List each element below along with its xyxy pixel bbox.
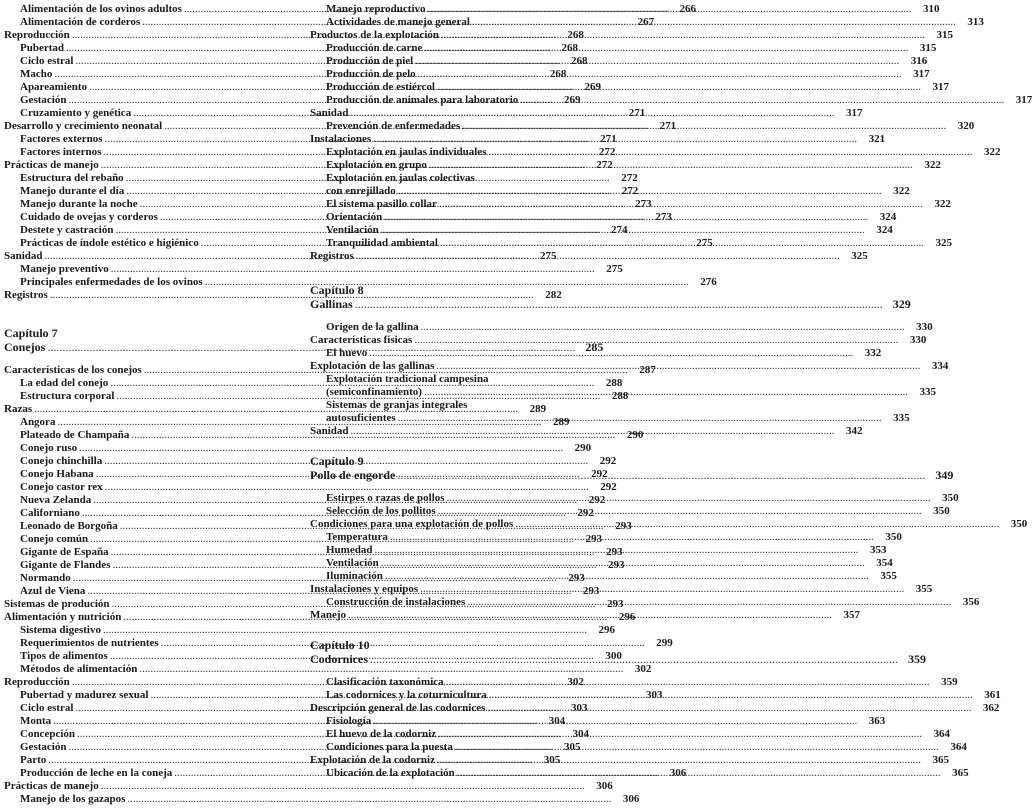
chapter-page: 359 xyxy=(908,652,926,666)
toc-entry-text: Sistemas de granjas integrales xyxy=(326,399,468,411)
toc-entry-page: 271 xyxy=(600,133,617,145)
leader-dots xyxy=(424,42,908,55)
toc-entry-text: Tranquilidad ambiental xyxy=(326,237,438,249)
toc-entry[interactable] xyxy=(310,81,949,94)
toc-entry-text: Razas xyxy=(4,403,33,415)
toc-entry-page: 335 xyxy=(893,412,910,424)
leader-dots xyxy=(438,505,922,518)
toc-entry[interactable] xyxy=(310,715,886,728)
toc-entry-text: Producción de pelo xyxy=(326,68,416,80)
toc-entry-page: 321 xyxy=(868,133,886,145)
toc-entry-page: 350 xyxy=(942,492,959,504)
leader-dots xyxy=(390,531,874,544)
toc-entry-page: 266 xyxy=(679,3,696,15)
toc-entry[interactable] xyxy=(310,505,950,518)
leader-dots xyxy=(487,702,971,715)
toc-entry-page: 364 xyxy=(933,728,951,740)
toc-entry-page: 271 xyxy=(628,107,646,119)
toc-entry-page: 359 xyxy=(941,676,958,688)
toc-entry-text: Conejo ruso xyxy=(20,442,78,454)
toc-entry-text: Tipos de alimentos xyxy=(20,650,108,662)
toc-entry-page: 272 xyxy=(621,185,639,197)
toc-entry-text: Gigante de España xyxy=(20,546,109,558)
leader-dots xyxy=(438,728,922,741)
toc-entry-page: 293 xyxy=(568,572,585,584)
toc-entry-page: 317 xyxy=(846,107,863,119)
leader-dots xyxy=(101,780,585,793)
chapter-title: Pollo de engorde xyxy=(310,468,396,482)
chapter-page: 349 xyxy=(935,468,954,482)
toc-entry-text: Características de los conejos xyxy=(4,364,142,376)
toc-entry-text: Producción de carne xyxy=(326,42,423,54)
toc-entry-text: Angora xyxy=(20,416,56,428)
toc-entry[interactable] xyxy=(4,780,613,793)
toc-entry-text: Explotación en grupo xyxy=(326,159,427,171)
toc-entry-page: 330 xyxy=(916,321,933,333)
toc-entry-page: 273 xyxy=(655,211,672,223)
chapter-title: Conejos xyxy=(4,340,46,354)
toc-entry-page: 292 xyxy=(599,455,617,467)
toc-entry-page: 317 xyxy=(1015,94,1032,106)
leader-dots xyxy=(348,609,832,622)
toc-entry-text: Desarrollo y crecimiento neonatal xyxy=(4,120,163,132)
toc-entry-text: Las codornices y la coturnicultura xyxy=(326,689,487,701)
toc-entry-text: Estructura del rebaño xyxy=(20,172,124,184)
toc-entry-page: 365 xyxy=(932,754,949,766)
toc-entry-text: Productos de la explotación xyxy=(310,29,440,41)
toc-entry-text-continued: (semiconfinamiento) xyxy=(326,386,422,398)
toc-entry-text: Construcción de instalaciones xyxy=(326,596,466,608)
leader-dots xyxy=(446,676,930,689)
leader-dots xyxy=(428,3,912,16)
toc-entry-page: 292 xyxy=(577,507,594,519)
chapter-page: 285 xyxy=(585,340,604,354)
toc-entry-page: 313 xyxy=(967,16,984,28)
toc-entry[interactable] xyxy=(310,68,930,81)
toc-entry-page: 324 xyxy=(879,211,897,223)
toc-entry-page: 293 xyxy=(607,559,625,571)
toc-entry-text: Registros xyxy=(4,289,48,301)
chapter-title: Codornices xyxy=(310,652,368,666)
toc-entry-page: 350 xyxy=(1010,518,1028,530)
toc-entry-page: 289 xyxy=(552,416,570,428)
toc-entry-text: Reproducción xyxy=(4,29,70,41)
toc-entry-text: Manejo de los gazapos xyxy=(20,793,126,805)
toc-entry-page: 353 xyxy=(869,544,887,556)
toc-entry-text: Apareamiento xyxy=(20,81,88,93)
toc-entry-page: 325 xyxy=(935,237,952,249)
toc-entry[interactable] xyxy=(310,702,1000,715)
toc-entry-page: 290 xyxy=(574,442,592,454)
leader-dots xyxy=(429,159,913,172)
toc-entry-page: 288 xyxy=(611,390,629,402)
toc-entry-page: 267 xyxy=(637,16,655,28)
toc-entry[interactable] xyxy=(4,793,640,806)
toc-entry-page: 354 xyxy=(876,557,893,569)
toc-entry[interactable] xyxy=(310,94,1032,107)
toc-entry-page: 335 xyxy=(919,386,936,398)
toc-entry-page: 361 xyxy=(984,689,1001,701)
leader-dots xyxy=(397,468,925,482)
toc-entry-page: 334 xyxy=(931,360,949,372)
toc-entry[interactable] xyxy=(310,399,910,425)
leader-dots xyxy=(381,557,865,570)
toc-entry-page: 315 xyxy=(936,29,954,41)
toc-entry-text: Ubicación de la explotación xyxy=(326,767,455,779)
toc-entry-text-continued: con enrejillado xyxy=(326,185,396,197)
toc-entry-text: Requerimientos de nutrientes xyxy=(20,637,159,649)
toc-entry-text: Cuidado de ovejas y corderos xyxy=(20,211,158,223)
toc-entry-page: 273 xyxy=(635,198,652,210)
toc-entry-page: 315 xyxy=(919,42,937,54)
leader-dots xyxy=(369,347,853,360)
toc-entry-text: Ciclo estral xyxy=(20,55,74,67)
toc-entry-text-continued: autosuficientes xyxy=(326,412,396,424)
toc-entry-text: Selección de los pollitos xyxy=(326,505,436,517)
toc-entry-text: El sistema pasillo collar xyxy=(326,198,437,210)
toc-entry-text: Clasificación taxonómica xyxy=(326,676,444,688)
toc-entry-page: 275 xyxy=(540,250,557,262)
toc-entry-page: 292 xyxy=(588,494,606,506)
toc-entry-text: Iluminación xyxy=(326,570,383,582)
toc-entry-text: Ventilación xyxy=(326,557,379,569)
leader-dots xyxy=(398,185,882,198)
leader-dots xyxy=(373,133,857,146)
toc-entry-page: 289 xyxy=(529,403,547,415)
toc-entry-page: 316 xyxy=(910,55,928,67)
toc-entry-text: Explotación en jaulas individuales xyxy=(326,146,487,158)
toc-entry[interactable] xyxy=(310,531,902,544)
toc-entry-page: 282 xyxy=(545,289,562,301)
leader-dots xyxy=(437,754,921,767)
toc-entry-page: 322 xyxy=(983,146,1001,158)
toc-entry-page: 269 xyxy=(584,81,602,93)
toc-entry-text: Producción de leche en la coneja xyxy=(20,767,173,779)
chapter-label: Capítulo 9 xyxy=(310,454,364,468)
toc-entry-text: Concepción xyxy=(20,728,75,740)
toc-entry[interactable] xyxy=(4,624,615,637)
toc-entry-text: Reproducción xyxy=(4,676,70,688)
toc-entry-text: Alimentación de los ovinos adultos xyxy=(20,3,182,15)
toc-entry-page: 362 xyxy=(982,702,1000,714)
toc-entry-page: 364 xyxy=(950,741,967,753)
toc-entry-text: Destete y castración xyxy=(20,224,114,236)
toc-entry-page: 310 xyxy=(923,3,940,15)
toc-entry-page: 302 xyxy=(634,663,652,675)
toc-entry-page: 271 xyxy=(659,120,677,132)
toc-entry-page: 293 xyxy=(607,598,624,610)
toc-entry-text: Gestación xyxy=(20,741,67,753)
leader-dots xyxy=(421,321,905,334)
leader-dots xyxy=(437,81,921,94)
toc-entry-text: Parto xyxy=(20,754,47,766)
toc-entry-text: El huevo xyxy=(326,347,368,359)
toc-entry-page: 304 xyxy=(548,715,566,727)
toc-entry-page: 296 xyxy=(618,611,636,623)
toc-entry-page: 299 xyxy=(656,637,673,649)
leader-dots xyxy=(414,334,898,347)
toc-entry-page: 304 xyxy=(572,728,589,740)
toc-entry-page: 302 xyxy=(567,676,584,688)
toc-entry-page: 303 xyxy=(645,689,663,701)
toc-entry-text: Pubertad xyxy=(20,42,64,54)
toc-entry-page: 317 xyxy=(932,81,949,93)
toc-entry-page: 306 xyxy=(596,780,613,792)
toc-entry-text: Ciclo estral xyxy=(20,702,74,714)
leader-dots xyxy=(385,570,869,583)
chapter-label: Capítulo 8 xyxy=(310,283,364,297)
toc-entry-page: 272 xyxy=(596,159,613,171)
toc-entry-text: Explotación tradicional campesina xyxy=(326,373,489,385)
toc-entry-text: Sanidad xyxy=(310,107,349,119)
leader-dots xyxy=(439,198,923,211)
toc-entry-text: Conejo chinchilla xyxy=(20,455,103,467)
toc-entry-text: Factores externos xyxy=(20,133,103,145)
toc-entry-text: Sistemas de produción xyxy=(4,598,110,610)
toc-entry-page: 296 xyxy=(598,624,615,636)
chapter-title: Gallinas xyxy=(310,297,353,311)
toc-entry-text: Condiciones para la puesta xyxy=(326,741,453,753)
toc-entry-page: 290 xyxy=(626,429,644,441)
toc-entry-page: 292 xyxy=(591,468,608,480)
toc-entry-text: Sanidad xyxy=(310,425,349,437)
chapter-label: Capítulo 10 xyxy=(310,638,370,652)
leader-dots xyxy=(520,94,1004,107)
leader-dots xyxy=(457,767,941,780)
leader-dots xyxy=(370,652,898,666)
toc-entry-page: 269 xyxy=(563,94,581,106)
toc-entry-text: Orientación xyxy=(326,211,383,223)
toc-entry[interactable] xyxy=(4,442,592,455)
toc-entry[interactable] xyxy=(310,676,958,689)
toc-entry-page: 356 xyxy=(962,596,980,608)
toc-entry[interactable] xyxy=(4,481,617,494)
toc-entry-text: Conejo castor rex xyxy=(20,481,103,493)
toc-entry-text: Gestación xyxy=(20,94,67,106)
toc-entry-text: Estructura corporal xyxy=(20,390,115,402)
toc-entry-text: Alimentación de corderos xyxy=(20,16,141,28)
leader-dots xyxy=(351,425,835,438)
toc-entry-page: 275 xyxy=(696,237,713,249)
toc-entry-page: 325 xyxy=(851,250,868,262)
toc-entry-text: Monta xyxy=(20,715,52,727)
toc-entry-text: Estirpes o razas de pollos xyxy=(326,492,445,504)
toc-entry-page: 306 xyxy=(669,767,687,779)
toc-entry-text: Ventilación xyxy=(326,224,379,236)
toc-entry[interactable] xyxy=(310,321,933,334)
leader-dots xyxy=(381,224,865,237)
toc-entry-page: 272 xyxy=(598,146,616,158)
toc-entry-text: Manejo xyxy=(310,609,347,621)
toc-entry-text: Gigante de Flandes xyxy=(20,559,111,571)
toc-entry-text: Temperatura xyxy=(326,531,388,543)
toc-entry-page: 268 xyxy=(570,55,588,67)
toc-entry-text: Factores internos xyxy=(20,146,102,158)
leader-dots xyxy=(373,715,857,728)
toc-entry-text: Explotación de la codorniz xyxy=(310,754,435,766)
toc-entry-text: Prevención de enfermedades xyxy=(326,120,461,132)
toc-entry-page: 275 xyxy=(606,263,623,275)
toc-entry-page: 268 xyxy=(561,42,578,54)
toc-entry[interactable] xyxy=(310,55,928,68)
toc-entry[interactable] xyxy=(310,570,897,583)
leader-dots xyxy=(447,492,931,505)
toc-entry-page: 268 xyxy=(549,68,567,80)
toc-entry-page: 306 xyxy=(622,793,640,805)
toc-entry-page: 305 xyxy=(563,741,581,753)
toc-entry-page: 322 xyxy=(893,185,910,197)
toc-entry-text: Normando xyxy=(20,572,71,584)
toc-entry-page: 292 xyxy=(600,481,617,493)
toc-entry-page: 293 xyxy=(606,546,623,558)
toc-entry[interactable] xyxy=(310,42,937,55)
toc-entry-text: Instalaciones y equipos xyxy=(310,583,419,595)
toc-entry-page: 293 xyxy=(585,533,603,545)
toc-entry-text: Explotación en jaulas colectivas xyxy=(326,172,475,184)
toc-entry-text: Descripción general de las codornices xyxy=(310,702,486,714)
toc-entry-page: 293 xyxy=(615,520,632,532)
chapter-page: 329 xyxy=(892,297,911,311)
toc-entry-page: 317 xyxy=(913,68,930,80)
toc-entry-text: Azul de Viena xyxy=(20,585,86,597)
toc-entry-text: Pubertad y madurez sexual xyxy=(20,689,149,701)
toc-entry-page: 322 xyxy=(924,159,941,171)
toc-entry[interactable] xyxy=(310,250,868,263)
toc-entry-text: Explotación de las gallinas xyxy=(310,360,435,372)
toc-entry-text: Registros xyxy=(310,250,354,262)
toc-entry-text: Plateado de Champaña xyxy=(20,429,130,441)
toc-entry-page: 274 xyxy=(610,224,628,236)
toc-entry-text: Instalaciones xyxy=(310,133,372,145)
toc-entry-text: Características físicas xyxy=(310,334,413,346)
toc-entry[interactable] xyxy=(4,263,623,276)
toc-entry-text: Nueva Zelanda xyxy=(20,494,92,506)
toc-entry-text: Manejo durante el día xyxy=(20,185,125,197)
toc-entry-text: Producción de animales para laboratorio xyxy=(326,94,519,106)
toc-entry-text: Californiano xyxy=(20,507,80,519)
toc-entry[interactable] xyxy=(310,741,967,754)
toc-entry-page: 288 xyxy=(605,377,623,389)
toc-entry-page: 350 xyxy=(885,531,902,543)
toc-entry-page: 355 xyxy=(915,583,933,595)
toc-entry[interactable] xyxy=(310,754,949,767)
toc-entry-page: 324 xyxy=(876,224,893,236)
leader-dots xyxy=(356,250,840,263)
leader-dots xyxy=(127,793,611,806)
toc-entry-text: El huevo de la codorniz xyxy=(326,728,437,740)
toc-entry-page: 300 xyxy=(605,650,622,662)
toc-entry-text: Producción de estiércol xyxy=(326,81,435,93)
leader-dots xyxy=(489,689,973,702)
leader-dots xyxy=(374,544,858,557)
toc-entry[interactable] xyxy=(310,583,933,596)
leader-dots xyxy=(441,29,925,42)
toc-entry-page: 272 xyxy=(621,172,638,184)
leader-dots xyxy=(420,583,904,596)
toc-entry-page: 268 xyxy=(567,29,584,41)
leader-dots xyxy=(355,297,883,311)
toc-entry-text: Actividades de manejo general xyxy=(326,16,470,28)
toc-entry-page: 350 xyxy=(933,505,950,517)
toc-entry-text: Conejo Habana xyxy=(20,468,94,480)
toc-entry-text: Prácticas de manejo xyxy=(4,780,99,792)
leader-dots xyxy=(415,55,899,68)
toc-entry-text: Conejo común xyxy=(20,533,89,545)
toc-entry-text: Macho xyxy=(20,68,53,80)
toc-entry-page: 330 xyxy=(909,334,927,346)
toc-entry-page: 365 xyxy=(952,767,969,779)
toc-entry-page: 305 xyxy=(543,754,561,766)
toc-entry-text: Manejo preventivo xyxy=(20,263,109,275)
toc-entry-text: Principales enfermedades de los ovinos xyxy=(20,276,203,288)
leader-dots xyxy=(488,146,972,159)
toc-entry[interactable] xyxy=(4,663,652,676)
toc-entry-page: 287 xyxy=(639,364,656,376)
toc-entry[interactable] xyxy=(310,29,954,42)
leader-dots xyxy=(467,596,951,609)
toc-entry-page: 355 xyxy=(880,570,897,582)
toc-entry-page: 332 xyxy=(864,347,882,359)
chapter-title-entry[interactable] xyxy=(310,297,911,311)
leader-dots xyxy=(424,386,908,399)
toc-entry-page: 293 xyxy=(582,585,600,597)
toc-entry-text: Producción de piel xyxy=(326,55,414,67)
toc-entry-text: Humedad xyxy=(326,544,373,556)
leader-dots xyxy=(384,211,868,224)
toc-entry-page: 322 xyxy=(934,198,951,210)
toc-entry-text: Manejo durante la noche xyxy=(20,198,138,210)
toc-entry[interactable] xyxy=(310,728,951,741)
toc-entry-text: Condiciones para una explotación de pollos xyxy=(310,518,514,530)
toc-entry-page: 363 xyxy=(868,715,886,727)
leader-dots xyxy=(418,68,902,81)
leader-dots xyxy=(462,120,946,133)
toc-entry-text: Prácticas de índole estético e higiénico xyxy=(20,237,199,249)
toc-entry-page: 357 xyxy=(843,609,861,621)
toc-entry-text: Leonado de Borgoña xyxy=(20,520,118,532)
toc-entry[interactable] xyxy=(4,276,717,289)
chapter-label: Capítulo 7 xyxy=(4,326,58,340)
toc-entry-page: 320 xyxy=(957,120,975,132)
toc-entry-text: Sistema digestivo xyxy=(20,624,101,636)
toc-entry-page: 276 xyxy=(700,276,717,288)
toc-entry-text: Fisiología xyxy=(326,715,372,727)
leader-dots xyxy=(472,16,956,29)
leader-dots xyxy=(455,741,939,754)
leader-dots xyxy=(351,107,835,120)
toc-entry-page: 342 xyxy=(846,425,863,437)
toc-entry-text: Prácticas de manejo xyxy=(4,159,99,171)
leader-dots xyxy=(436,360,920,373)
leader-dots xyxy=(440,237,924,250)
toc-entry-text: Alimentación y nutrición xyxy=(4,611,122,623)
toc-entry-text: Métodos de alimentación xyxy=(20,663,138,675)
toc-entry-page: 303 xyxy=(570,702,588,714)
leader-dots xyxy=(515,518,999,531)
leader-dots xyxy=(398,412,882,425)
toc-entry-text: Origen de la gallina xyxy=(326,321,419,333)
toc-entry-text: Cruzamiento y genética xyxy=(20,107,132,119)
toc-entry-text: La edad del conejo xyxy=(20,377,109,389)
toc-entry-text: Manejo reproductivo xyxy=(326,3,426,15)
toc-entry-text: Sanidad xyxy=(4,250,43,262)
